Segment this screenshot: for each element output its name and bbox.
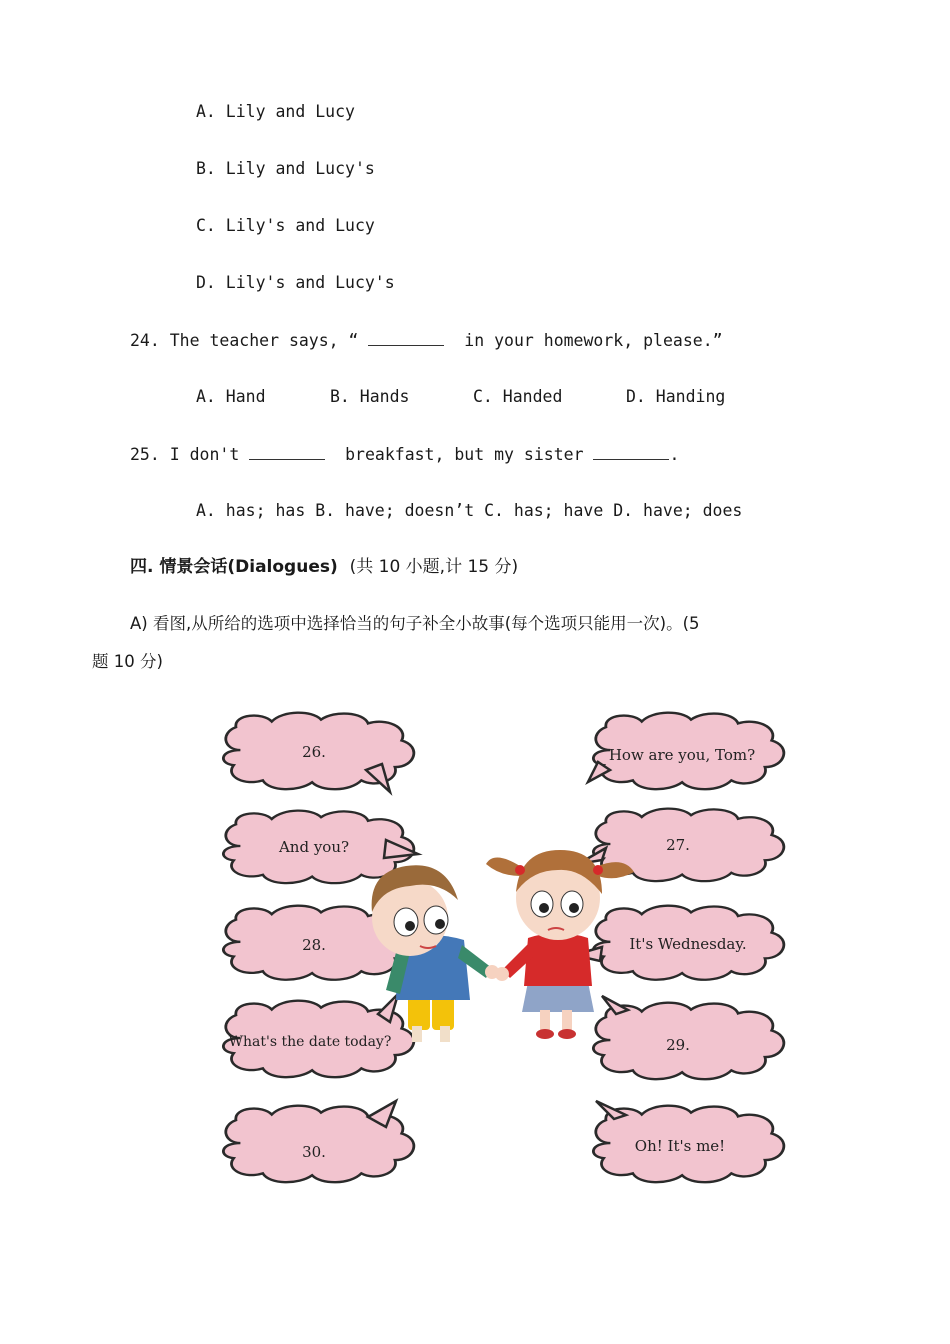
q23-option-a: A. Lily and Lucy: [196, 102, 355, 121]
q24-option-b: B. Hands: [330, 387, 410, 406]
dialogue-picture: [210, 700, 790, 1200]
bubble-left-5: [223, 1101, 413, 1182]
q25-blank-2: [593, 443, 669, 460]
bubble-right-3-text: It's Wednesday.: [629, 935, 747, 953]
bubble-right-3: [574, 906, 784, 980]
q25-prefix: 25. I don't: [130, 445, 250, 464]
q24-stem: [130, 329, 723, 352]
q24-option-a: A. Hand: [196, 387, 266, 406]
bubble-left-1: [223, 713, 413, 792]
section-4-title: 四. 情景会话(Dialogues): [130, 557, 338, 577]
bubble-right-4: [593, 996, 783, 1079]
q24-prefix: 24. The teacher says, “: [130, 331, 369, 350]
q25-middle: breakfast, but my sister: [325, 445, 594, 464]
part-a-instruction-line1: A) 看图,从所给的选项中选择恰当的句子补全小故事(每个选项只能用一次)。(5: [130, 614, 700, 633]
q25-stem: [130, 443, 679, 466]
bubble-left-1-text: 26.: [302, 743, 326, 761]
q23-option-d: D. Lily's and Lucy's: [196, 273, 395, 292]
bubble-right-5: [593, 1101, 783, 1182]
bubble-left-3-text: 28.: [302, 936, 326, 954]
q25-blank-1: [249, 443, 325, 460]
bubble-right-5-text: Oh! It's me!: [634, 1137, 726, 1155]
part-a-instruction-line2: 题 10 分): [92, 652, 163, 671]
bubble-right-2-text: 27.: [666, 836, 690, 854]
q24-suffix: in your homework, please.”: [444, 331, 723, 350]
section-4-heading: [130, 556, 518, 578]
bubble-right-1-text: How are you, Tom?: [608, 746, 756, 764]
bubble-right-4-text: 29.: [666, 1036, 690, 1054]
q24-option-c: C. Handed: [473, 387, 563, 406]
q25-options: A. has; has B. have; doesn’t C. has; have D. have; does: [196, 501, 743, 520]
bubble-right-1: [588, 713, 784, 790]
bubble-left-2-text: And you?: [278, 838, 350, 856]
bubble-left-4-text: What's the date today?: [228, 1034, 392, 1050]
q24-option-d: D. Handing: [626, 387, 726, 406]
q25-suffix: .: [669, 445, 680, 464]
q24-blank: [368, 329, 444, 346]
q23-option-c: C. Lily's and Lucy: [196, 216, 375, 235]
section-4-subtitle: (共 10 小题,计 15 分): [349, 557, 519, 577]
q23-option-b: B. Lily and Lucy's: [196, 159, 375, 178]
bubble-left-4: [223, 994, 413, 1077]
bubble-left-5-text: 30.: [302, 1143, 326, 1161]
